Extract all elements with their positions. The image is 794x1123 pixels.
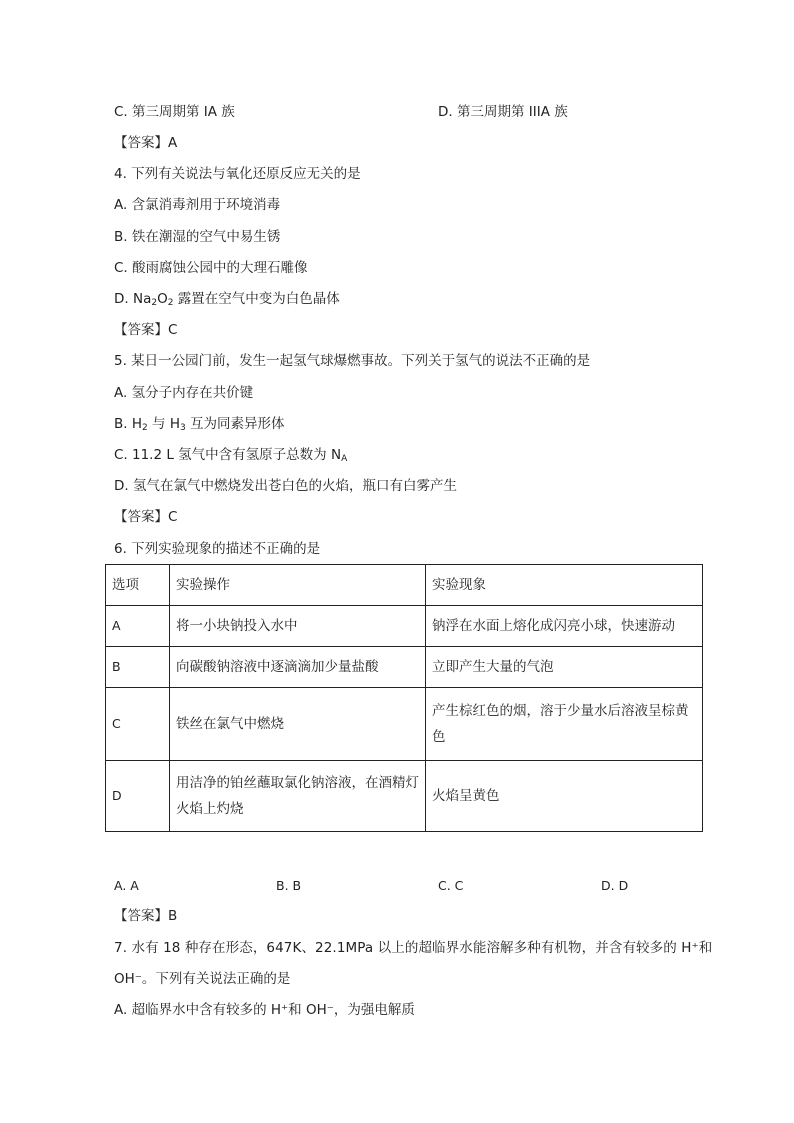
answer-value: C	[168, 509, 178, 525]
q4-stem: 4. 下列有关说法与氧化还原反应无关的是	[114, 166, 361, 182]
q5-stem: 5. 某日一公园门前，发生一起氢气球爆燃事故。下列关于氢气的说法不正确的是	[114, 353, 591, 369]
table-cell: 用洁净的铂丝蘸取氯化钠溶液，在酒精灯火焰上灼烧	[170, 761, 426, 832]
q4-answer	[114, 320, 177, 340]
table-header-cell: 实验现象	[426, 565, 703, 606]
q4-option-b: B. 铁在潮湿的空气中易生锈	[114, 229, 281, 245]
table-cell: 立即产生大量的气泡	[426, 647, 703, 688]
table-cell: 铁丝在氯气中燃烧	[170, 688, 426, 761]
q5-answer	[114, 507, 177, 527]
q4-d-sub1: 2	[151, 298, 158, 308]
q4-d-sub2: 2	[167, 298, 174, 308]
table-cell: D	[106, 761, 170, 832]
answer-tag: 【答案】	[114, 135, 168, 151]
q5-c-pre: C. 11.2 L 氢气中含有氢原子总数为 N	[114, 447, 342, 463]
table-row	[106, 606, 703, 647]
q5-option-b	[114, 414, 285, 438]
q3-option-c: C. 第三周期第 IA 族	[114, 104, 235, 120]
table-cell: 产生棕红色的烟，溶于少量水后溶液呈棕黄色	[426, 688, 703, 761]
q5-b-mid: 与 H	[147, 416, 180, 432]
table-cell: A	[106, 606, 170, 647]
answer-tag: 【答案】	[114, 322, 168, 338]
q5-b-sub1: 2	[142, 423, 148, 433]
q6-option-d: D. D	[601, 878, 629, 893]
q6-option-b: B. B	[276, 878, 302, 893]
q4-option-c: C. 酸雨腐蚀公园中的大理石雕像	[114, 260, 308, 276]
q7-stem-line1: 7. 水有 18 种存在形态，647K、22.1MPa 以上的超临界水能溶解多种有机物，并含有较多的 H⁺和	[114, 940, 713, 956]
answer-value: C	[168, 322, 178, 338]
q7-stem-line2: OH⁻。下列有关说法正确的是	[114, 971, 291, 987]
table-header-row	[106, 565, 703, 606]
table-header-cell: 选项	[106, 565, 170, 606]
q4-d-pre: D. Na	[114, 291, 152, 307]
table-row	[106, 647, 703, 688]
table-row	[106, 761, 703, 832]
q3-answer	[114, 133, 177, 153]
q4-d-mid: O	[157, 291, 168, 307]
table-cell: 将一小块钠投入水中	[170, 606, 426, 647]
q5-option-c	[114, 445, 347, 469]
experiment-table	[105, 564, 703, 832]
table-row	[106, 688, 703, 761]
q4-option-a: A. 含氯消毒剂用于环境消毒	[114, 197, 281, 213]
q3-option-d: D. 第三周期第 IIIA 族	[438, 104, 568, 120]
q5-b-post: 互为同素异形体	[185, 416, 285, 432]
answer-value: A	[168, 135, 178, 151]
table-cell: C	[106, 688, 170, 761]
q4-d-post: 露置在空气中变为白色晶体	[173, 291, 340, 307]
q6-option-a: A. A	[114, 878, 139, 893]
q6-answer	[114, 906, 177, 926]
q7-option-a: A. 超临界水中含有较多的 H⁺和 OH⁻，为强电解质	[114, 1002, 415, 1018]
answer-tag: 【答案】	[114, 908, 168, 924]
q5-b-pre: B. H	[114, 416, 142, 432]
q5-b-sub2: 3	[179, 423, 186, 433]
table-cell: 钠浮在水面上熔化成闪亮小球，快速游动	[426, 606, 703, 647]
q6-stem: 6. 下列实验现象的描述不正确的是	[114, 541, 321, 557]
q4-option-d	[114, 289, 340, 313]
q5-c-sub: A	[341, 454, 348, 464]
q6-option-c: C. C	[438, 878, 464, 893]
table-cell: 火焰呈黄色	[426, 761, 703, 832]
q5-option-d: D. 氢气在氯气中燃烧发出苍白色的火焰，瓶口有白雾产生	[114, 478, 457, 494]
answer-tag: 【答案】	[114, 509, 168, 525]
answer-value: B	[168, 908, 178, 924]
table-cell: 向碳酸钠溶液中逐滴滴加少量盐酸	[170, 647, 426, 688]
q5-option-a: A. 氢分子内存在共价键	[114, 385, 254, 401]
table-cell: B	[106, 647, 170, 688]
table-header-cell: 实验操作	[170, 565, 426, 606]
